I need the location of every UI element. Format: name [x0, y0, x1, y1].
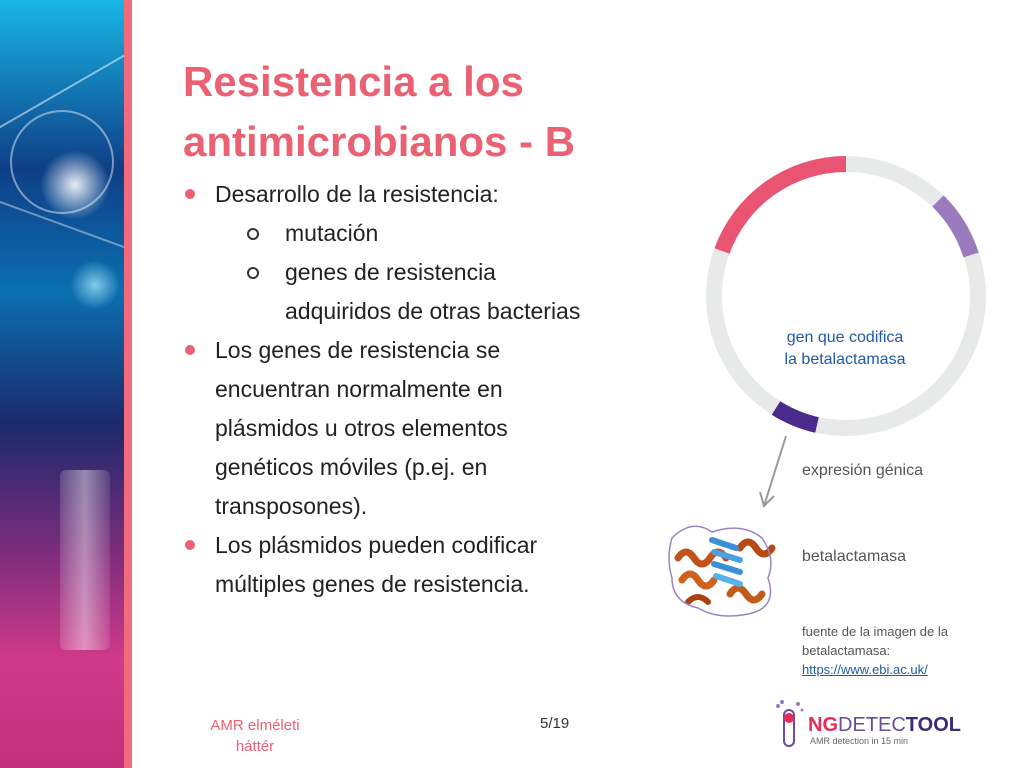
sub-bullet-item — [185, 214, 645, 253]
sub-bullet-text: mutación — [285, 220, 379, 246]
gene-label — [760, 327, 930, 371]
title-line: Resistencia a los — [183, 58, 524, 105]
logo-ng: NG — [808, 714, 838, 736]
gene-segment-lilac — [938, 201, 971, 255]
footer-section-label — [200, 715, 310, 757]
gene-label-line: la betalactamasa — [784, 351, 906, 368]
image-source-note — [802, 622, 982, 679]
source-text: fuente de la imagen de la — [802, 624, 948, 639]
expression-label: expresión génica — [802, 462, 923, 479]
decorative-tube — [60, 470, 110, 650]
logo-tool: TOOL — [905, 714, 961, 736]
bullet-text: transposones). — [215, 493, 368, 519]
bullet-item — [185, 331, 645, 526]
gene-label-line: gen que codifica — [786, 329, 904, 346]
sub-bullet-circle-icon — [247, 267, 259, 279]
sub-bullet-circle-icon — [247, 228, 259, 240]
bullet-item — [185, 526, 645, 604]
bullet-dot-icon — [185, 540, 195, 550]
source-text: betalactamasa: — [802, 643, 891, 658]
betalactamase-label: betalactamasa — [802, 548, 907, 565]
plasmid-diagram — [700, 150, 1000, 450]
bullet-text: Los plásmidos pueden codificar — [215, 532, 538, 558]
sub-bullet-text: adquiridos de otras bacterias — [285, 298, 581, 324]
logo-tagline: AMR detection in 15 min — [810, 736, 909, 746]
resistance-gene-segment — [722, 164, 846, 251]
protein-structure-image — [668, 518, 778, 618]
footer-text: AMR elméleti — [210, 717, 300, 734]
side-border — [124, 0, 132, 768]
sub-bullet-text: genes de resistencia — [285, 259, 496, 285]
logo-detect: DETEC — [838, 714, 906, 736]
bullet-dot-icon — [185, 189, 195, 199]
bullet-item — [185, 175, 645, 214]
side-decorative-image — [0, 0, 124, 768]
betalactamase-gene-segment — [776, 408, 817, 425]
logo-wordmark — [808, 714, 961, 737]
bullet-text: Los genes de resistencia se — [215, 337, 501, 363]
arrow-down-left-icon — [750, 430, 800, 515]
bullet-text: múltiples genes de resistencia. — [215, 571, 530, 597]
logo-mark-icon — [772, 698, 808, 750]
bullet-text: encuentran normalmente en — [215, 376, 503, 402]
sub-bullet-item — [185, 253, 645, 331]
bullet-text: genéticos móviles (p.ej. en — [215, 454, 488, 480]
footer-text: háttér — [235, 738, 275, 755]
source-link[interactable]: https://www.ebi.ac.uk/ — [802, 662, 928, 677]
bullet-text: plásmidos u otros elementos — [215, 415, 508, 441]
slide-title — [183, 52, 703, 172]
bullet-list — [185, 175, 645, 604]
title-line: antimicrobianos - B — [183, 118, 576, 165]
ngdetectool-logo — [772, 698, 972, 750]
page-number: 5/19 — [540, 715, 570, 732]
decorative-glow — [70, 260, 120, 310]
bullet-text: Desarrollo de la resistencia: — [215, 181, 499, 207]
decorative-glow — [40, 150, 110, 220]
bullet-dot-icon — [185, 345, 195, 355]
